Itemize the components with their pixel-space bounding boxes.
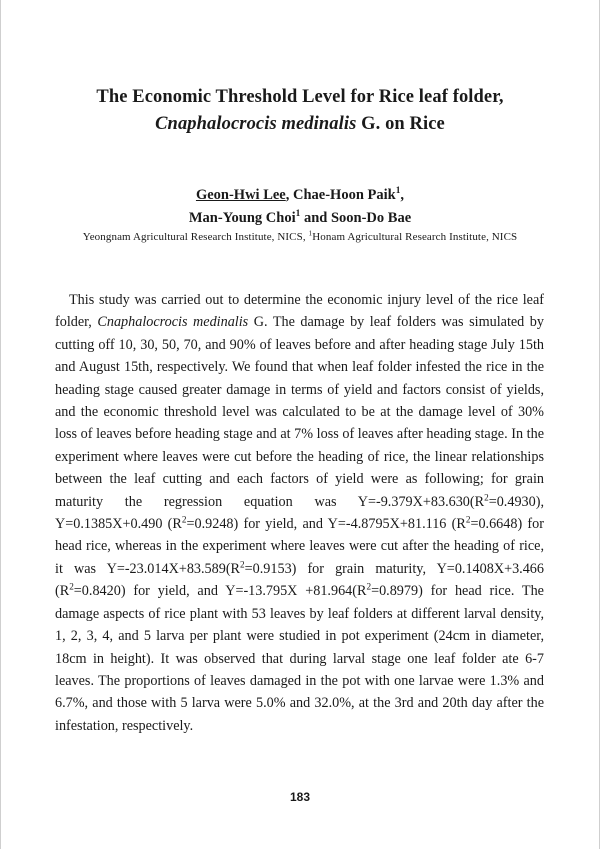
- page-number: 183: [289, 790, 311, 804]
- affiliation-secondary: Honam Agricultural Research Institute, NICS: [312, 231, 518, 243]
- author-line-2: [0, 207, 600, 230]
- affiliation-secondary-mark: 1: [308, 229, 313, 238]
- author-separator: ,: [400, 187, 405, 203]
- author-line-1: [0, 184, 600, 207]
- paper-title: [0, 84, 600, 138]
- abstract-text: =0.8420) for yield, and Y=-13.795X +81.964(R: [73, 583, 367, 600]
- abstract-text: =0.6648) for head rice, whereas in the experiment where leaves were cut after the heading of rice, it was Y=-23.014X+83.589(R: [55, 516, 544, 577]
- title-species-name: Cnaphalocrocis medinalis: [155, 114, 357, 134]
- abstract-text: G. The damage by leaf folders was simulated by cutting off 10, 30, 50, 70, and 90% of leaves before and after heading stage July 15th and August 15th, respectively. We found that when leaf folder infested the rice in the heading stage caused greater damage in terms of yield and factors consist of yields, and the economic threshold level was calculated to be at the damage level of 30% loss of leaves before heading stage and at 7% loss of leaves after heading stage. In the experiment where leaves were cut before the heading of rice, the linear relationships between the leaf cutting and each factors of yield were as following; for grain maturity the regression equation was Y=-9.379X+83.630(R: [55, 314, 544, 510]
- title-line-1: The Economic Threshold Level for Rice leaf folder,: [96, 87, 504, 107]
- title-line-2: [0, 111, 600, 138]
- author-first: Geon-Hwi Lee: [195, 187, 286, 203]
- author-second: Chae-Hoon Paik: [293, 187, 396, 203]
- r-squared-superscript: 2: [465, 514, 471, 525]
- abstract-body: [55, 289, 544, 737]
- affiliation-line: [0, 229, 600, 245]
- r-squared-superscript: 2: [69, 581, 74, 592]
- affiliation-primary: Yeongnam Agricultural Research Institute, NICS,: [82, 231, 309, 243]
- r-squared-superscript: 2: [240, 559, 245, 570]
- abstract-species-name: Cnaphalocrocis medinalis: [97, 314, 249, 331]
- author-conjunction: and: [300, 210, 331, 226]
- r-squared-superscript: 2: [181, 514, 187, 525]
- r-squared-superscript: 2: [484, 491, 489, 502]
- author-fourth: Soon-Do Bae: [330, 210, 412, 226]
- author-separator: ,: [285, 187, 293, 203]
- author-third: Man-Young Choi: [188, 210, 296, 226]
- r-squared-superscript: 2: [366, 581, 372, 592]
- abstract-text: =0.8979) for head rice. The damage aspects of rice plant with 53 leaves by leaf folders at different larval density, 1, 2, 3, 4, and 5 larva per plant were studied in pot experiment (24cm in diameter, 18cm in height). It was observed that during larval stage one leaf folder ate 6-7 leaves. The proportions of leaves damaged in the pot with one larvae were 1.3% and 6.7%, and those with 5 larva were 5.0% and 32.0%, at the 3rd and 20th day after the infestation, respectively.: [55, 583, 544, 734]
- abstract-text: =0.4930), Y=0.1385X+0.490 (R: [55, 493, 544, 533]
- abstract-text: =0.9248) for yield, and Y=-4.8795X+81.116 (R: [186, 516, 466, 533]
- abstract-text: This study was carried out to determine the economic injury level of the rice leaf folder,: [55, 292, 544, 331]
- abstract-paragraph: [55, 289, 544, 737]
- author-list: [0, 184, 600, 230]
- abstract-text: =0.9153) for grain maturity, Y=0.1408X+3.466 (R: [55, 560, 544, 600]
- title-line-2-rest: G. on Rice: [356, 114, 445, 134]
- author-second-affiliation-mark: 1: [395, 186, 401, 197]
- author-third-affiliation-mark: 1: [295, 209, 301, 220]
